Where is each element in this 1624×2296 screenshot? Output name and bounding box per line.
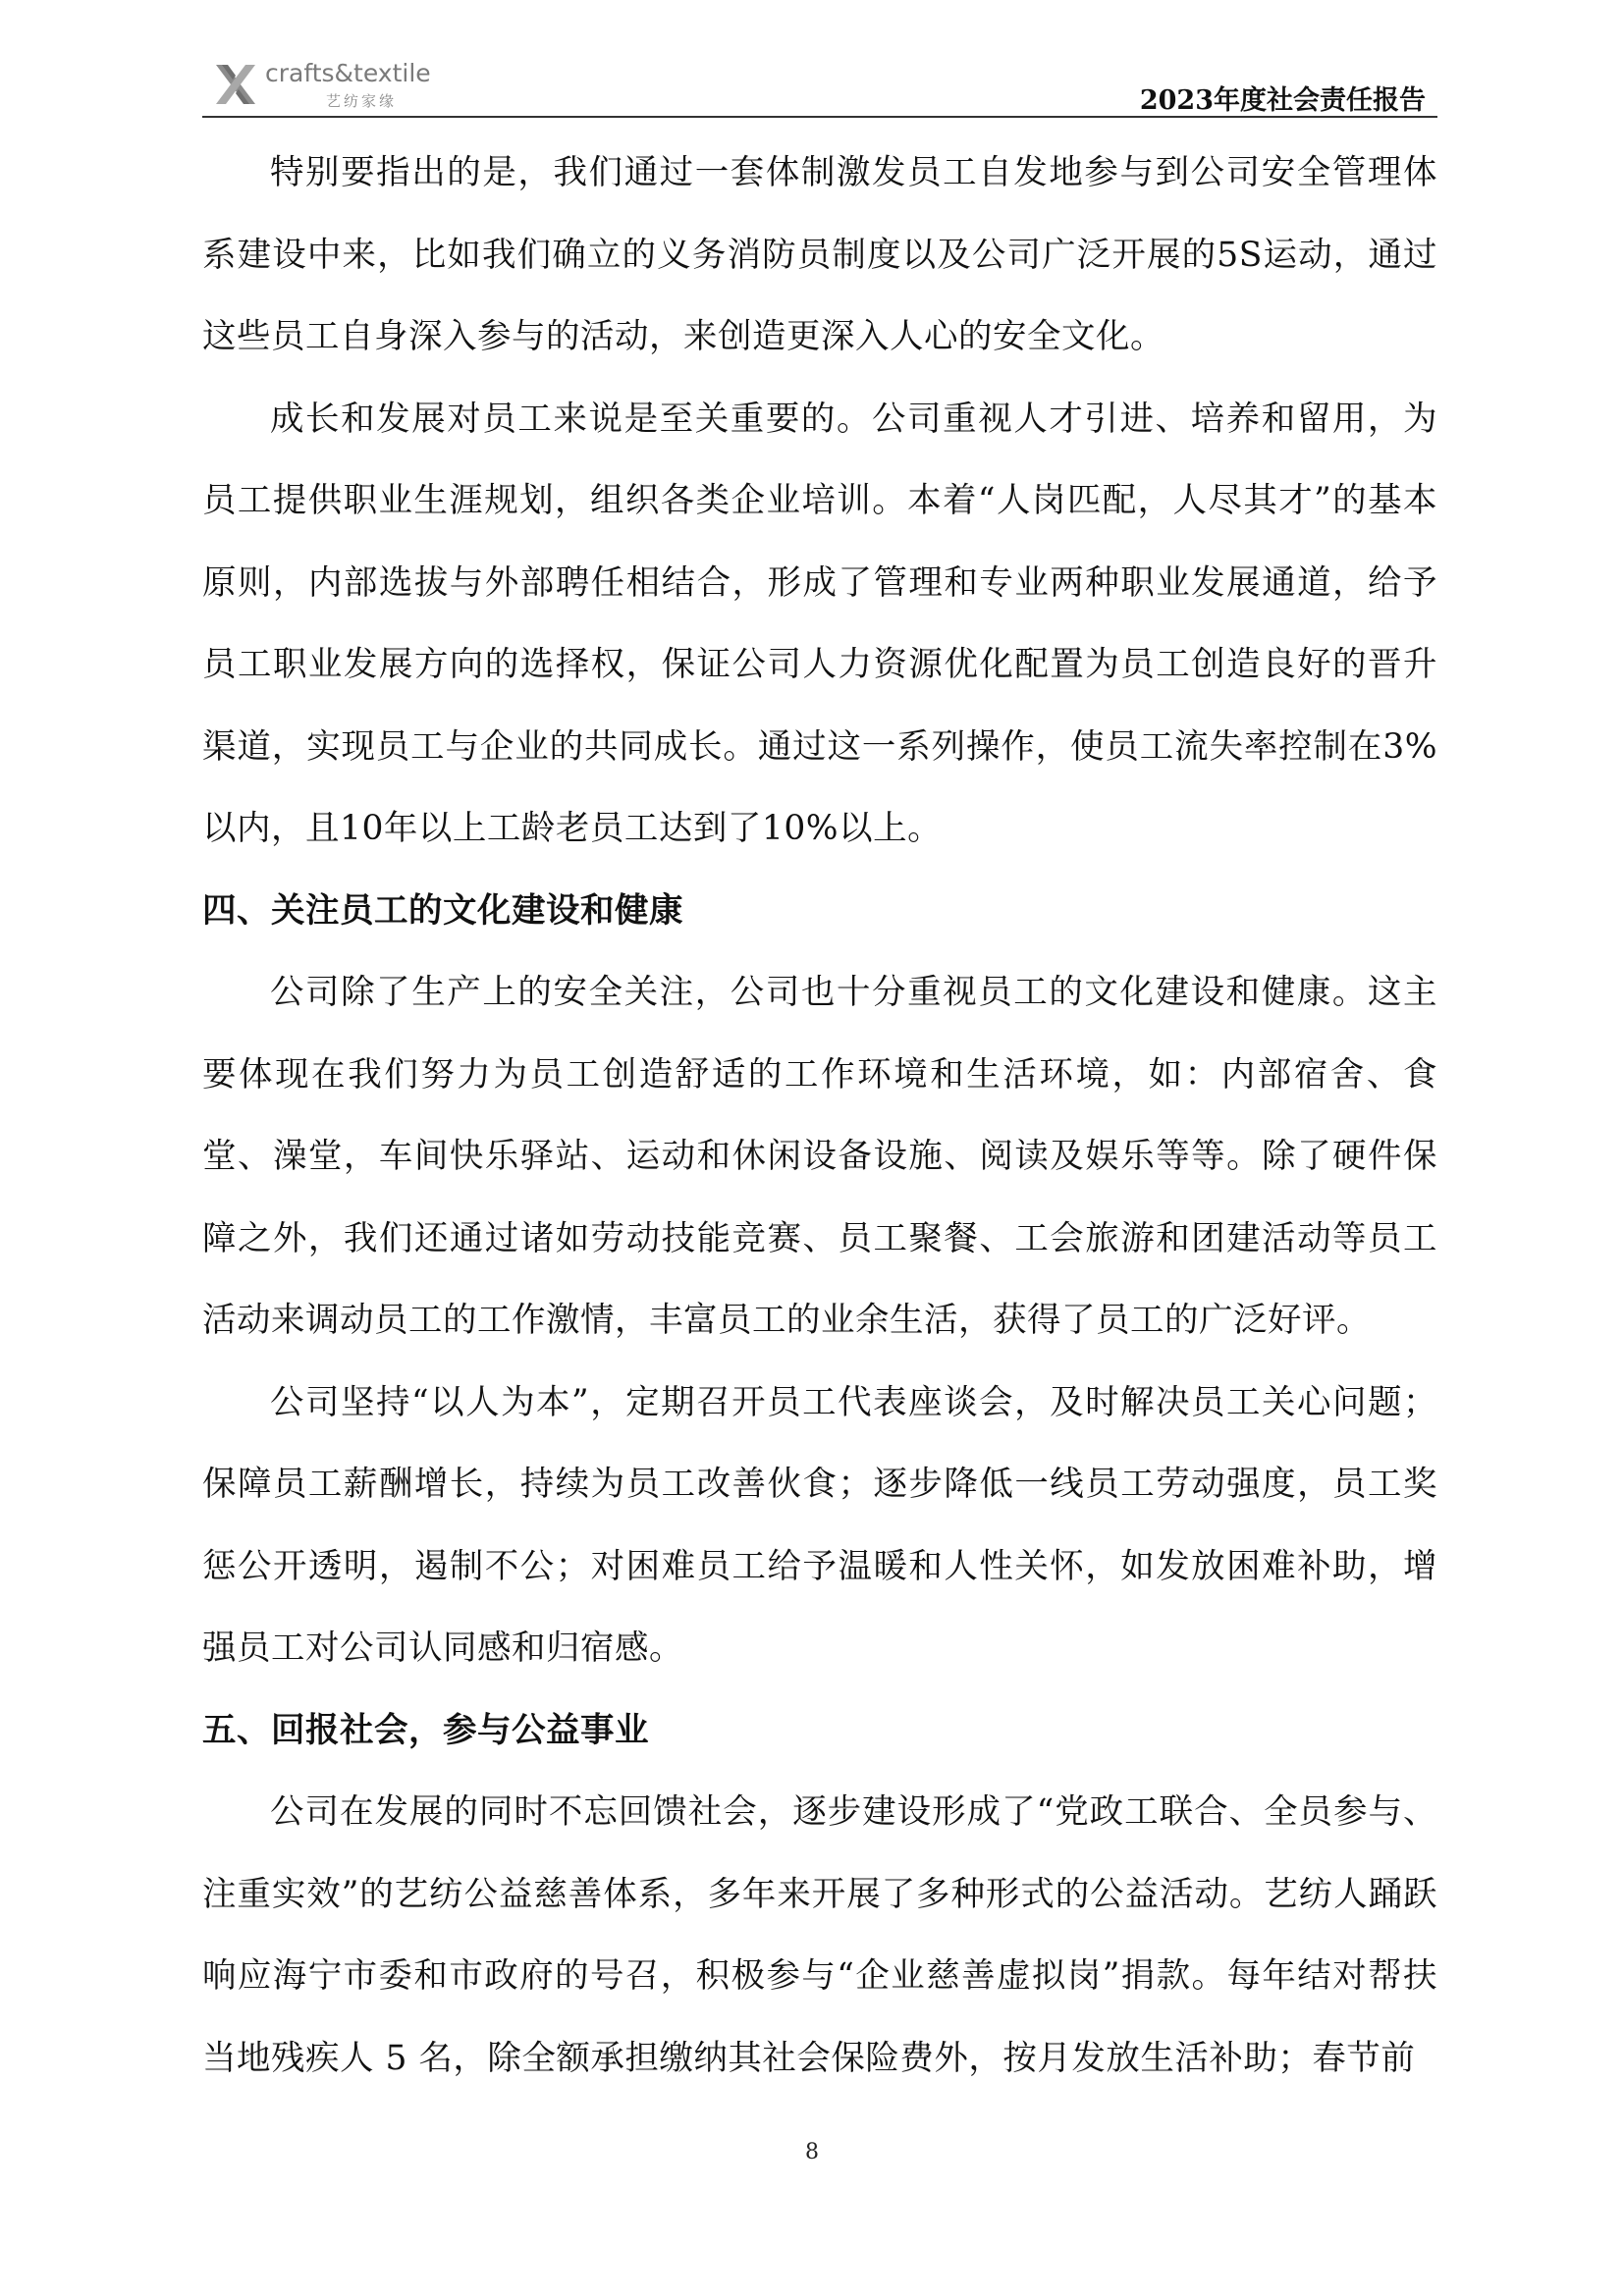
section-heading-culture-health: 四、关注员工的文化建设和健康 [202,890,683,931]
page-header [202,49,1437,118]
paragraph-culture-health: 公司除了生产上的安全关注，公司也十分重视员工的文化建设和健康。这主要体现在我们努力为员工创造舒适的工作环境和生活环境，如：内部宿舍、食堂、澡堂，车间快乐驿站、运动和休闲设备设施、阅读及娱乐等等。除了硬件保障之外，我们还通过诸如劳动技能竞赛、员工聚餐、工会旅游和团建活动等员工活动来调动员工的工作激情，丰富员工的业余生活，获得了员工的广泛好评。 [202,973,1437,1340]
logo-mark-icon [212,61,259,108]
paragraph-safety-culture: 特别要指出的是，我们通过一套体制激发员工自发地参与到公司安全管理体系建设中来，比如我们确立的义务消防员制度以及公司广泛开展的5S运动，通过这些员工自身深入参与的活动，来创造更深入人心的安全文化。 [202,153,1437,356]
section-heading-public-welfare: 五、回报社会，参与公益事业 [202,1710,649,1750]
logo-english-text: crafts&textile [265,59,431,87]
company-logo [212,57,467,112]
paragraph-employee-growth: 成长和发展对员工来说是至关重要的。公司重视人才引进、培养和留用，为员工提供职业生涯规划，组织各类企业培训。本着“人岗匹配，人尽其才”的基本原则，内部选拔与外部聘任相结合，形成了管理和专业两种职业发展通道，给予员工职业发展方向的选择权，保证公司人力资源优化配置为员工创造良好的晋升渠道，实现员工与企业的共同成长。通过这一系列操作，使员工流失率控制在3%以内，且10年以上工龄老员工达到了10%以上。 [202,399,1437,848]
page-number: 8 [805,2140,819,2164]
report-title: 2023年度社会责任报告 [1139,85,1426,116]
paragraph-public-welfare: 公司在发展的同时不忘回馈社会，逐步建设形成了“党政工联合、全员参与、注重实效”的艺纺公益慈善体系，多年来开展了多种形式的公益活动。艺纺人踊跃响应海宁市委和市政府的号召，积极参与“企业慈善虚拟岗”捐款。每年结对帮扶当地残疾人 5 名，除全额承担缴纳其社会保险费外，按月发放生活补助；春节前 [202,1792,1437,2078]
header-divider [202,116,1437,118]
logo-chinese-text: 艺纺家缘 [326,92,398,110]
page-body [202,133,1437,2100]
paragraph-people-oriented: 公司坚持“以人为本”，定期召开员工代表座谈会，及时解决员工关心问题；保障员工薪酬增长，持续为员工改善伙食；逐步降低一线员工劳动强度，员工奖惩公开透明，遏制不公；对困难员工给予温暖和人性关怀，如发放困难补助，增强员工对公司认同感和归宿感。 [202,1382,1437,1668]
